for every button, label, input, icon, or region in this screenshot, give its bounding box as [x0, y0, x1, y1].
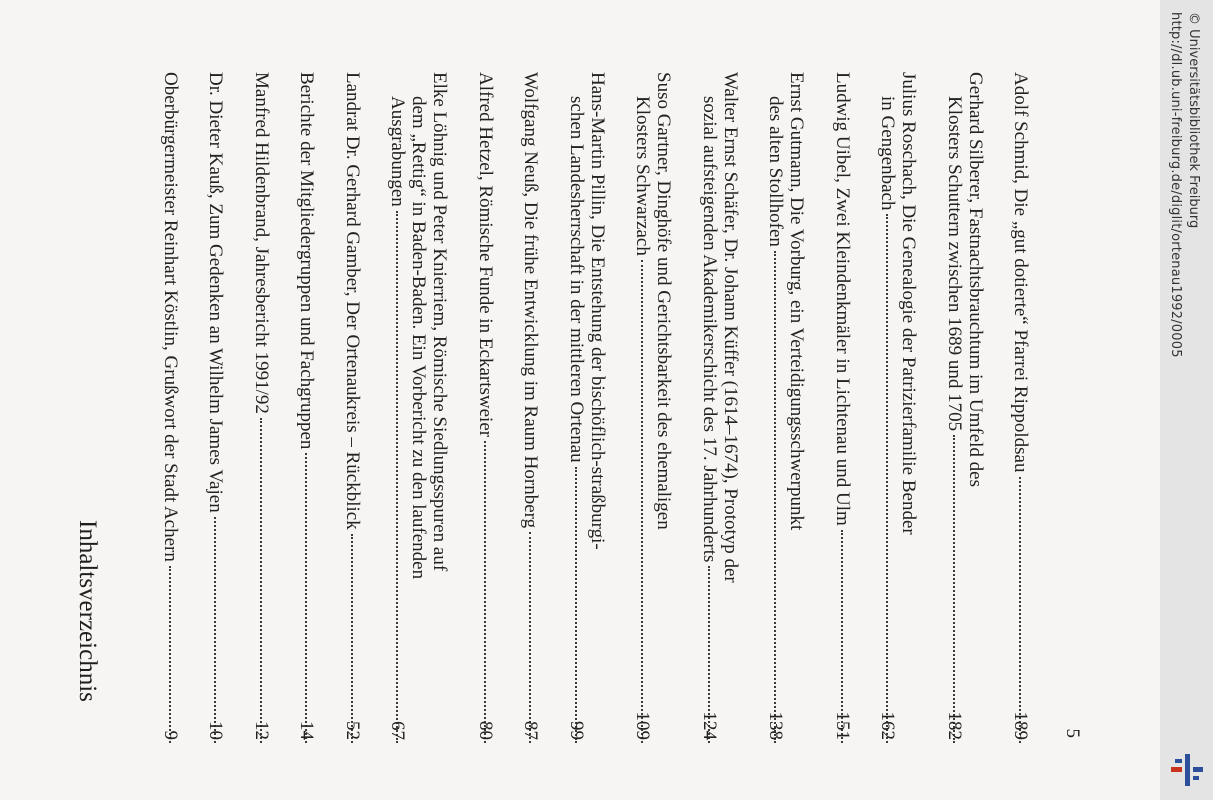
toc-page-number: 12 [251, 721, 272, 740]
toc-entry-text: Wolfgang Neuß, Die frühe Entwicklung im Raum Hornberg [520, 72, 542, 529]
toc-entry-text: dem „Rettig“ in Baden-Baden. Ein Vorbericht zu den laufenden [408, 96, 430, 580]
toc-entry-text: Berichte der Mitgliedergruppen und Fachgruppen [296, 72, 318, 450]
toc-page-number: 52 [342, 721, 363, 740]
toc-entry-text: Julius Roschach, Die Genealogie der Patrizierfamilie Bender [898, 72, 920, 535]
toc-entry[interactable] [699, 72, 741, 747]
toc-entry-text: Klosters Schuttern zwischen 1689 und 1705 [944, 96, 965, 432]
toc-entry-text: Manfred Hildenbrand, Jahresbericht 1991/92 [251, 72, 272, 414]
toc-entry[interactable] [160, 72, 181, 747]
toc-entry[interactable] [878, 72, 920, 747]
copyright-text: © Universitätsbibliothek Freiburg [1186, 12, 1201, 229]
toc-page-number: 80 [475, 721, 496, 740]
toc-entry[interactable] [566, 72, 608, 747]
toc-entry[interactable] [766, 72, 808, 747]
page-number: 5 [1062, 728, 1083, 738]
toc-entry[interactable] [388, 72, 451, 747]
toc-entry-text: Oberbürgermeister Reinhart Köstlin, Grußwort der Stadt Achern [160, 72, 181, 562]
toc-entry[interactable] [944, 72, 986, 747]
toc-entry-text: Ausgrabungen [387, 96, 409, 207]
toc-entry[interactable] [251, 72, 272, 747]
toc-entry-text: Ludwig Uibel, Zwei Kleindenkmäler in Lichtenau und Ulm [832, 72, 853, 526]
toc-page-number: 87 [520, 721, 542, 740]
toc-entry[interactable] [206, 72, 227, 747]
toc-entry-text: Alfred Hetzel, Römische Funde in Eckartsweier [475, 72, 496, 438]
toc-page-number: 14 [296, 721, 318, 740]
dot-leader [775, 251, 777, 743]
toc-entry-text: Klosters Schwarzach [632, 96, 654, 256]
source-url-link[interactable]: http://dl.ub.uni-freiburg.de/diglit/ortenau1992/0005 [1168, 12, 1183, 358]
toc-entry-text: in Gengenbach [877, 96, 899, 211]
toc-entry[interactable] [1011, 72, 1032, 747]
toc-entry-text: des alten Stollhofen [765, 96, 787, 247]
toc-entry[interactable] [832, 72, 853, 747]
toc-entry-text: Suso Gartner, Dinghöfe und Gerichtsbarkeit des ehemaligen [653, 72, 675, 530]
toc-entry-text: schen Landesherrschaft in der mittleren Ortenau [566, 96, 587, 463]
toc-entry-text: Gerhard Silberer, Fastnachtsbrauchtum im Umfeld des [965, 72, 986, 488]
dot-leader [397, 211, 399, 743]
toc-entry-text: sozial aufsteigenden Akademikerschicht des 17. Jahrhunderts [699, 96, 720, 563]
ub-freiburg-logo-icon [1167, 750, 1207, 790]
toc-entry-text: Elke Löhnig und Peter Knierriem, Römische Siedlungsspuren auf [429, 72, 451, 572]
toc-entry-text: Walter Ernst Schäfer, Dr. Johann Küffer (1614–1674), Prototyp der [720, 72, 741, 583]
toc-entry-text: Adolf Schmid, Die „gut dotierte“ Pfarrei Rippoldsau [1010, 72, 1032, 473]
toc-page-number: 10 [205, 721, 227, 740]
toc-entry[interactable] [342, 72, 363, 747]
toc-entry-text: Landrat Dr. Gerhard Gamber, Der Ortenaukreis – Rückblick [342, 72, 363, 530]
toc-entry[interactable] [633, 72, 675, 747]
toc-page-number: 67 [387, 721, 409, 740]
strip-rotated-content [1160, 0, 1213, 800]
toc-page-number: 9 [160, 730, 181, 740]
toc-entry[interactable] [475, 72, 496, 747]
toc-page-number: 109 [632, 711, 654, 740]
dot-leader [642, 260, 644, 743]
toc-page-number: 124 [699, 711, 720, 740]
toc-entry-text: Dr. Dieter Kauß, Zum Gedenken an Wilhelm James Vajen [205, 72, 227, 513]
toc-entry[interactable] [297, 72, 318, 747]
dot-leader [887, 214, 889, 743]
toc-page-number: 99 [566, 721, 587, 740]
toc-page-number: 151 [832, 711, 853, 740]
toc-entry-text: Ernst Gutmann, Die Vorburg, ein Verteidigungsschwerpunkt [786, 72, 808, 531]
library-watermark-strip [1160, 0, 1213, 800]
toc-page-number: 162 [877, 711, 899, 740]
toc-heading: Inhaltsverzeichnis [74, 520, 101, 702]
toc-entry-text: Hans-Martin Pillin, Die Entstehung der bischöflich-straßburgi- [587, 72, 608, 550]
toc-entry[interactable] [521, 72, 542, 747]
toc-page-number: 182 [944, 711, 965, 740]
toc-page-number: 189 [1010, 711, 1032, 740]
toc-page-number: 138 [765, 711, 787, 740]
